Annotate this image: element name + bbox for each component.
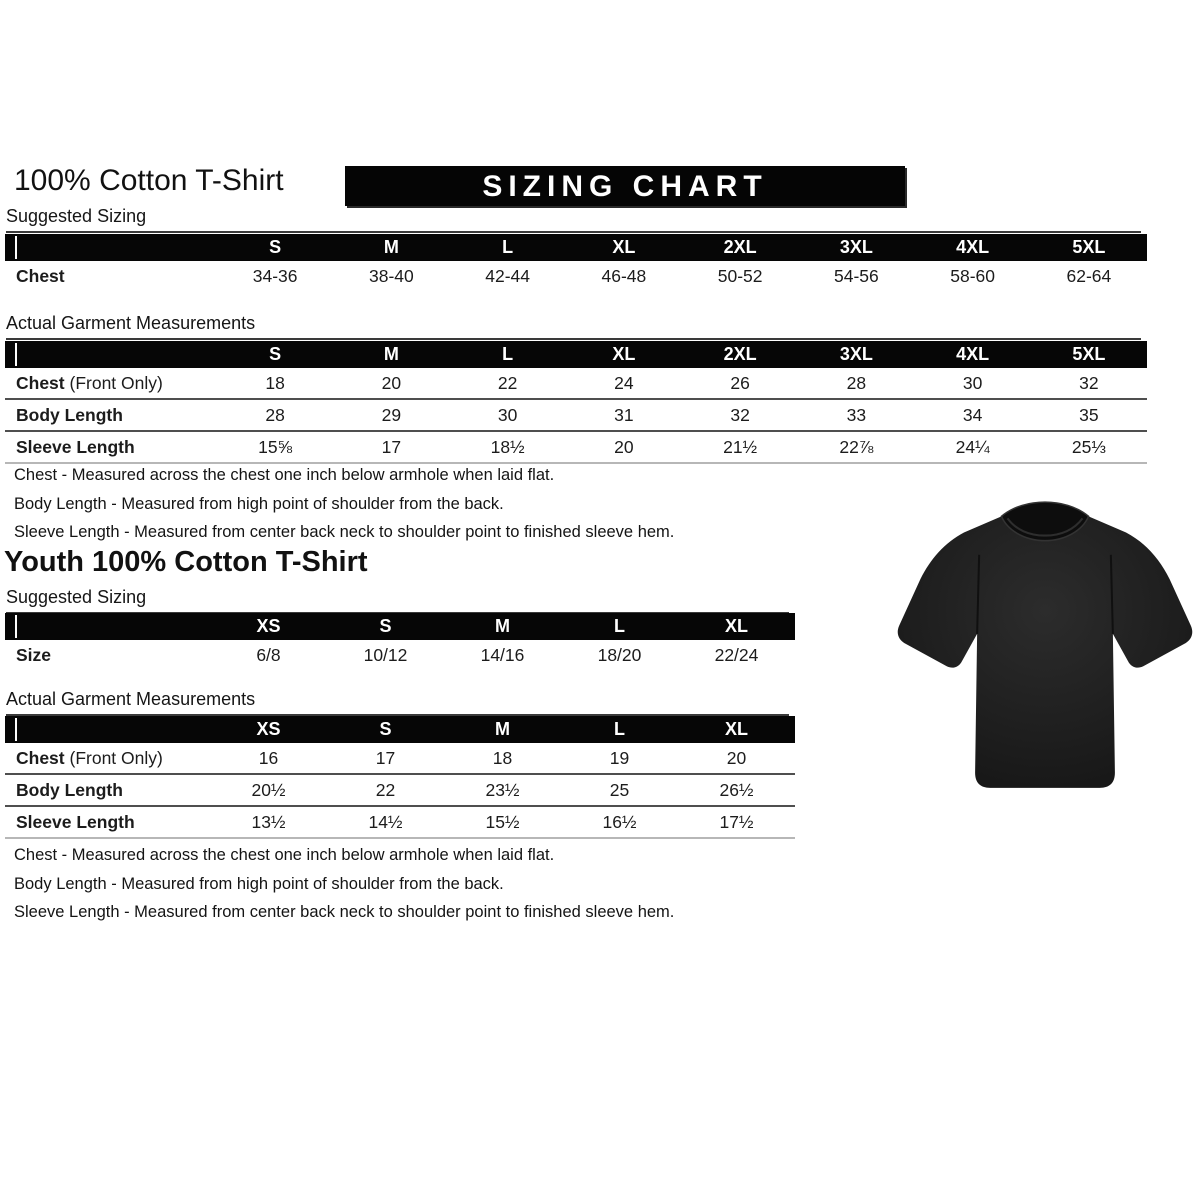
measurement-cell: 18 (265, 372, 285, 393)
measurement-cell: 10/12 (363, 644, 408, 665)
measurement-cell: 19 (609, 747, 630, 768)
measurement-note: Sleeve Length - Measured from center back neck to shoulder point to finished sleeve hem. (14, 903, 675, 921)
measurement-cell: 26½ (678, 774, 795, 806)
measurement-cell: 30 (450, 399, 566, 431)
measurement-cell: 22/24 (714, 644, 759, 665)
tshirt-body (898, 502, 1193, 788)
adult-measurements-table (5, 341, 1147, 464)
size-table (5, 234, 1147, 291)
youth-suggested-sizing-label: Suggested Sizing (6, 587, 789, 614)
measurement-cell: 46-48 (601, 265, 647, 286)
size-column-header: XL (566, 234, 682, 261)
size-column-header: S (327, 613, 444, 640)
measurement-cell: 34 (915, 399, 1031, 431)
measurement-note: Chest - Measured across the chest one inch below armhole when laid flat. (14, 466, 555, 484)
table-row (5, 368, 1147, 399)
size-column-header: 3XL (798, 234, 914, 261)
measurement-cell: 20½ (210, 774, 327, 806)
row-label-suffix: (Front Only) (64, 372, 163, 393)
adult-suggested-sizing-label: Suggested Sizing (6, 206, 1141, 233)
table-row (5, 806, 795, 838)
measurement-cell: 38-40 (368, 265, 414, 286)
measurement-cell: 54-56 (833, 265, 879, 286)
measurement-cell: 23½ (444, 774, 561, 806)
adult-measurements-label: Actual Garment Measurements (6, 313, 1141, 340)
row-label: Sleeve Length (5, 431, 217, 463)
measurement-cell: 58-60 (950, 265, 995, 286)
size-column-header: XL (678, 613, 795, 640)
sizing-chart-banner: SIZING CHART (345, 166, 905, 206)
size-table (5, 341, 1147, 464)
measurement-note: Sleeve Length - Measured from center back neck to shoulder point to finished sleeve hem. (14, 523, 675, 541)
measurement-cell: 24 (614, 372, 634, 393)
size-column-header: M (333, 341, 449, 368)
row-label: Chest (Front Only) (16, 747, 163, 768)
table-corner (5, 234, 217, 261)
measurement-note: Body Length - Measured from high point of shoulder from the back. (14, 874, 504, 893)
row-label: Chest (16, 265, 65, 286)
measurement-cell: 32 (1079, 372, 1099, 393)
size-column-header: XS (210, 613, 327, 640)
measurement-cell: 32 (682, 399, 798, 431)
table-row (5, 399, 1147, 431)
size-column-header: 2XL (682, 341, 798, 368)
size-table (5, 613, 795, 670)
measurement-cell: 14/16 (480, 644, 525, 665)
measurement-cell: 28 (846, 372, 867, 393)
youth-suggested-sizing-table (5, 613, 795, 670)
table-row (5, 743, 795, 774)
measurement-cell: 17 (333, 431, 449, 463)
measurement-cell: 18½ (450, 431, 566, 463)
size-table (5, 716, 795, 839)
row-label: Sleeve Length (5, 806, 210, 838)
measurement-cell: 31 (566, 399, 682, 431)
row-label: Size (16, 644, 52, 665)
measurement-cell: 20 (726, 747, 747, 768)
measurement-cell: 6/8 (256, 644, 281, 665)
measurement-cell: 15½ (444, 806, 561, 838)
row-label-suffix: (Front Only) (64, 747, 163, 768)
size-column-header: M (333, 234, 449, 261)
size-column-header: L (450, 341, 566, 368)
measurement-cell: 28 (217, 399, 333, 431)
measurement-cell: 30 (962, 372, 983, 393)
youth-measurements-table (5, 716, 795, 839)
measurement-cell: 16½ (561, 806, 678, 838)
size-column-header: XL (678, 716, 795, 743)
measurement-cell: 17 (375, 747, 396, 768)
size-column-header: 5XL (1031, 234, 1147, 261)
youth-measurements-label: Actual Garment Measurements (6, 689, 789, 716)
size-column-header: M (444, 716, 561, 743)
row-label: Body Length (5, 774, 210, 806)
table-row (5, 431, 1147, 463)
measurement-cell: 17½ (678, 806, 795, 838)
measurement-cell: 22 (327, 774, 444, 806)
measurement-cell: 21½ (682, 431, 798, 463)
measurement-cell: 22 (497, 372, 518, 393)
youth-title: Youth 100% Cotton T-Shirt (4, 546, 368, 578)
adult-measurement-notes (14, 461, 674, 547)
size-column-header: L (561, 716, 678, 743)
table-row (5, 261, 1147, 291)
measurement-cell: 29 (333, 399, 449, 431)
size-column-header: XS (210, 716, 327, 743)
measurement-cell: 13½ (210, 806, 327, 838)
measurement-cell: 24¼ (915, 431, 1031, 463)
measurement-cell: 62-64 (1066, 265, 1112, 286)
measurement-cell: 34-36 (252, 265, 298, 286)
measurement-cell: 18 (492, 747, 513, 768)
youth-measurement-notes (14, 841, 674, 927)
adult-suggested-sizing-table (5, 234, 1147, 291)
measurement-note: Body Length - Measured from high point of shoulder from the back. (14, 494, 504, 513)
size-column-header: 5XL (1031, 341, 1147, 368)
table-row (5, 640, 795, 670)
measurement-cell: 22⅞ (798, 431, 914, 463)
table-corner (5, 341, 217, 368)
tshirt-product-image (890, 494, 1200, 798)
measurement-cell: 18/20 (597, 644, 642, 665)
size-column-header: 4XL (915, 234, 1031, 261)
measurement-cell: 42-44 (485, 265, 530, 286)
size-column-header: 4XL (915, 341, 1031, 368)
size-column-header: XL (566, 341, 682, 368)
row-label: Chest (Front Only) (16, 372, 163, 393)
measurement-cell: 20 (566, 431, 682, 463)
table-row (5, 774, 795, 806)
measurement-cell: 33 (798, 399, 914, 431)
measurement-cell: 20 (381, 372, 402, 393)
measurement-cell: 14½ (327, 806, 444, 838)
size-column-header: L (561, 613, 678, 640)
measurement-cell: 25⅓ (1031, 431, 1147, 463)
table-corner (5, 716, 210, 743)
size-column-header: 2XL (682, 234, 798, 261)
size-column-header: S (217, 234, 333, 261)
measurement-note: Chest - Measured across the chest one inch below armhole when laid flat. (14, 846, 555, 864)
measurement-cell: 50-52 (717, 265, 763, 286)
size-column-header: M (444, 613, 561, 640)
size-column-header: L (450, 234, 566, 261)
measurement-cell: 15⅝ (217, 431, 333, 463)
size-column-header: S (327, 716, 444, 743)
measurement-cell: 35 (1031, 399, 1147, 431)
row-label: Body Length (5, 399, 217, 431)
measurement-cell: 16 (258, 747, 279, 768)
size-column-header: 3XL (798, 341, 914, 368)
size-column-header: S (217, 341, 333, 368)
page-title: 100% Cotton T-Shirt (14, 164, 284, 197)
measurement-cell: 26 (730, 372, 750, 393)
measurement-cell: 25 (561, 774, 678, 806)
table-corner (5, 613, 210, 640)
